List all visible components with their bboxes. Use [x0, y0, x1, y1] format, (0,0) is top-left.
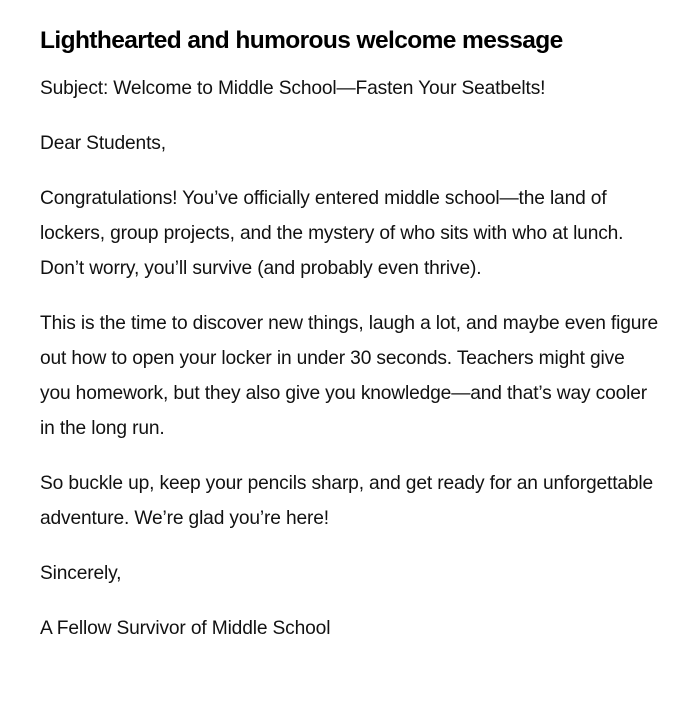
greeting: Dear Students,	[40, 133, 166, 154]
body-paragraph-3: So buckle up, keep your pencils sharp, and get ready for an unforgettable adventure. We’re glad you’re here!	[40, 473, 654, 529]
body-paragraph-2: This is the time to discover new things, laugh a lot, and maybe even figure out how to open your locker in under 30 seconds. Teachers might give you homework, but they also give you knowledge—and that’s way cooler in the long run.	[40, 313, 659, 439]
document-title: Lighthearted and humorous welcome message	[40, 27, 563, 54]
signature: A Fellow Survivor of Middle School	[40, 618, 331, 639]
closing: Sincerely,	[40, 563, 122, 584]
body-paragraph-1: Congratulations! You’ve officially entered middle school—the land of lockers, group projects, and the mystery of who sits with who at lunch. Don’t worry, you’ll survive (and probably even thrive).	[40, 188, 624, 279]
subject-line: Subject: Welcome to Middle School—Fasten Your Seatbelts!	[40, 78, 546, 99]
